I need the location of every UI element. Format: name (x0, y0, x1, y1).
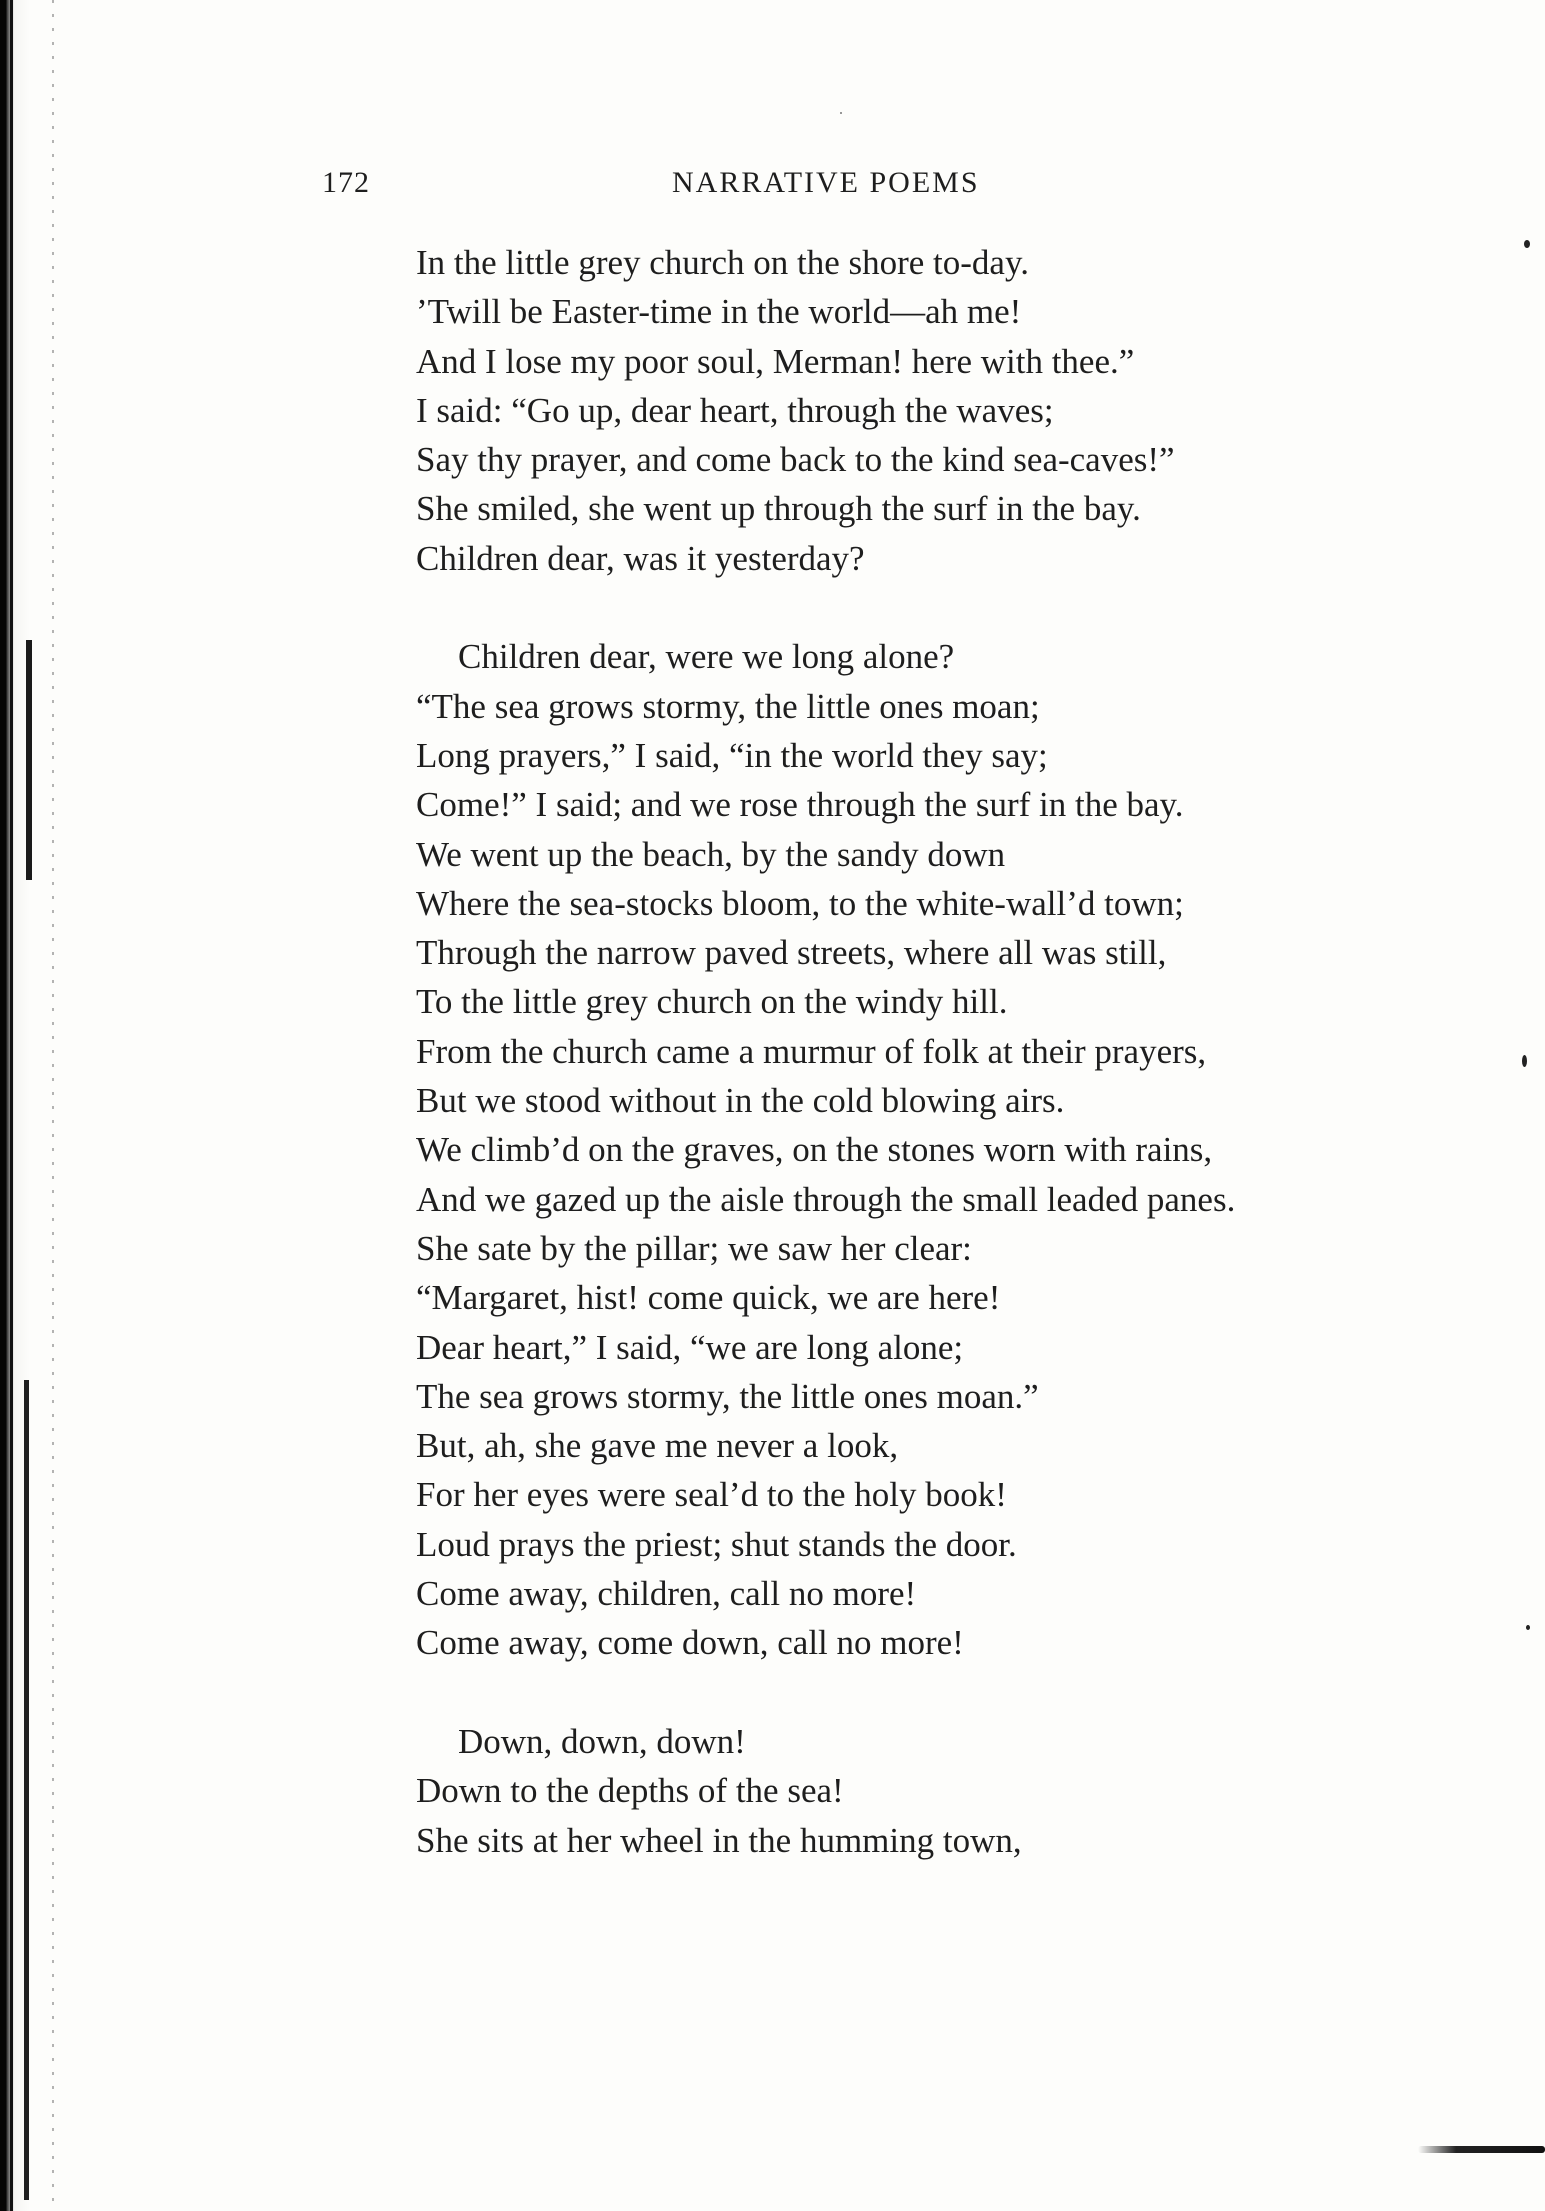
verse-line: To the little grey church on the windy hill. (416, 982, 1008, 1022)
stanza-3 (416, 1717, 1476, 1865)
stanza-2 (416, 632, 1476, 1667)
stanza-break (416, 583, 1476, 632)
verse-line: We climb’d on the graves, on the stones worn with rains, (416, 1130, 1213, 1170)
verse-line: “Margaret, hist! come quick, we are here! (416, 1278, 1001, 1318)
verse-line: We went up the beach, by the sandy down (416, 834, 1006, 874)
verse-line: And I lose my poor soul, Merman! here with thee.” (416, 341, 1135, 381)
verse-line: From the church came a murmur of folk at their prayers, (416, 1031, 1207, 1071)
verse-line: Come away, children, call no more! (416, 1574, 917, 1614)
verse-line: She sate by the pillar; we saw her clear: (416, 1228, 972, 1268)
stanza-break (416, 1668, 1476, 1717)
verse-line: ’Twill be Easter-time in the world—ah me! (416, 292, 1022, 332)
verse-line: But we stood without in the cold blowing airs. (416, 1081, 1065, 1121)
scan-speck (1526, 1625, 1530, 1630)
verse-line: She sits at her wheel in the humming town, (416, 1820, 1022, 1860)
verse-line: Dear heart,” I said, “we are long alone; (416, 1327, 964, 1367)
verse-line: But, ah, she gave me never a look, (416, 1426, 899, 1466)
verse-line: And we gazed up the aisle through the small leaded panes. (416, 1179, 1236, 1219)
page-number: 172 (322, 166, 370, 199)
binding-edge-mark (24, 1380, 29, 2200)
verse-line: Children dear, were we long alone? (458, 637, 955, 677)
scan-speck (1524, 240, 1530, 248)
verse-line: Through the narrow paved streets, where all was still, (416, 933, 1167, 973)
verse-line: Loud prays the priest; shut stands the door. (416, 1524, 1017, 1564)
verse-line: “The sea grows stormy, the little ones moan; (416, 686, 1040, 726)
verse-line: Come!” I said; and we rose through the surf in the bay. (416, 785, 1184, 825)
page-trim-dots (52, 0, 54, 2211)
verse-line: The sea grows stormy, the little ones moan.” (416, 1376, 1039, 1416)
verse-line: Children dear, was it yesterday? (416, 538, 865, 578)
scan-speck (1522, 1055, 1527, 1067)
binding-edge-line (10, 0, 13, 2211)
verse-line: I said: “Go up, dear heart, through the waves; (416, 390, 1054, 430)
running-title: NARRATIVE POEMS (672, 166, 980, 199)
verse-line: She smiled, she went up through the surf in the bay. (416, 489, 1141, 529)
verse-line: Say thy prayer, and come back to the kind sea-caves!” (416, 440, 1175, 480)
verse-line: Down, down, down! (458, 1721, 746, 1761)
verse-line: Where the sea-stocks bloom, to the white-wall’d town; (416, 883, 1184, 923)
poem-body (416, 238, 1476, 1865)
verse-line: Down to the depths of the sea! (416, 1771, 844, 1811)
verse-line: Come away, come down, call no more! (416, 1623, 964, 1663)
verse-line: Long prayers,” I said, “in the world they say; (416, 735, 1048, 775)
verse-line: For her eyes were seal’d to the holy book! (416, 1475, 1007, 1515)
scan-speck (840, 112, 842, 114)
stanza-1 (416, 238, 1476, 583)
verse-line: In the little grey church on the shore to-day. (416, 243, 1029, 282)
binding-edge-mark (26, 640, 32, 880)
corner-rule (1418, 2146, 1545, 2153)
